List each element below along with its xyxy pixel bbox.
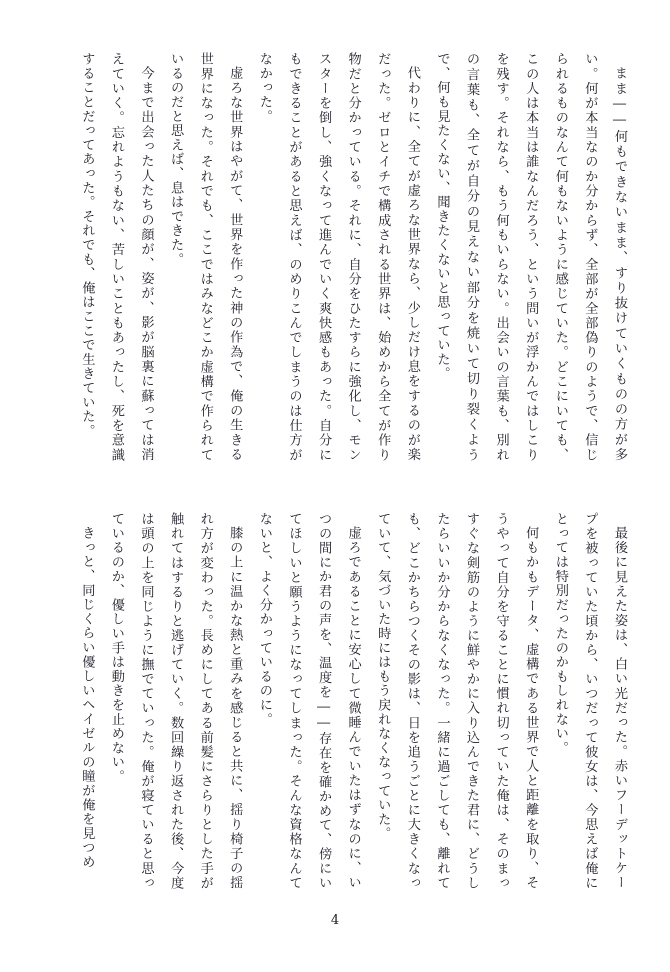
- paragraph: 虚ろな世界はやがて、世界を作った神の作為で、俺の生きる世界になった。それでも、ここではみなどこか虚構で作られているのだと思えば、息はできた。: [168, 52, 243, 462]
- paragraph: 何もかもデータ、虚構である世界で人と距離を取り、そうやって自分を守ることに慣れ切っていた俺は、そのまっすぐな剣筋のように鮮やかに入り込んできた君に、どうしたらいいか分からなくなった。一緒に過ごしても、離れても、どこかちらつくその影は、日を追うごとに大きくなっていて、気づいた時にはもう戻れなくなっていた。: [375, 512, 539, 890]
- text-block-lower: [34, 512, 634, 890]
- paragraph: 今まで出会った人たちの顔が、姿が、影が脳裏に蘇っては消えていく。忘れようもない、苦しいこともあったし、死を意識することだってあった。それでも、俺はここで生きていた。: [79, 52, 154, 462]
- paragraph: 虚ろであることに安心して微睡んでいたはずなのに、いつの間にか君の声を、温度を――存在を確かめて、傍にいてほしいと願うようになってしまった。そんな資格なんてないと、よく分かっているのに。: [256, 512, 361, 890]
- paragraph: 膝の上に温かな熱と重みを感じると共に、揺り椅子の揺れ方が変わった。長めにしてある前髪にさらりとした手が触れてはするりと逃げていく。数回繰り返された後、今度は頭の上を同じように撫でていった。俺が寝ていると思っているのか、優しい手は動きを止めない。: [108, 512, 243, 890]
- paragraph: 代わりに、全てが虚ろな世界なら、少しだけ息をするのが楽だった。ゼロとイチで構成される世界は、始めから全てが作り物だと分かっている。それに、自分をひたすらに強化し、モンスターを倒し、強くなって進んでいく爽快感もあった。自分にもできることがあると思えば、のめりこんでしまうのは仕方がなかった。: [256, 52, 420, 462]
- page-number: 4: [330, 913, 340, 928]
- text-block-upper: [34, 52, 634, 462]
- paragraph: きっと、同じくらい優しいヘイゼルの瞳が俺を見つめ: [79, 526, 95, 870]
- paragraph: 最後に見えた姿は、白い光だった。赤いフーデットケープを被っていた頃から、いつだって彼女は、今思えば俺にとっては特別だったのかもしれない。: [552, 512, 627, 890]
- paragraph: まま――何もできないまま、すり抜けていくものの方が多い。何が本当なのか分からず、全部が全部偽りのようで、信じられるものなんて何もないように感じていた。どこにいても、この人は本当は誰なんだろう、という問いが浮かんではしこりを残す。それなら、もう何もいらない。出会いの言葉も、別れの言葉も、全てが自分の見えない部分を焼いて切り裂くようで、何も見たくない、聞きたくないと思っていた。: [434, 52, 627, 462]
